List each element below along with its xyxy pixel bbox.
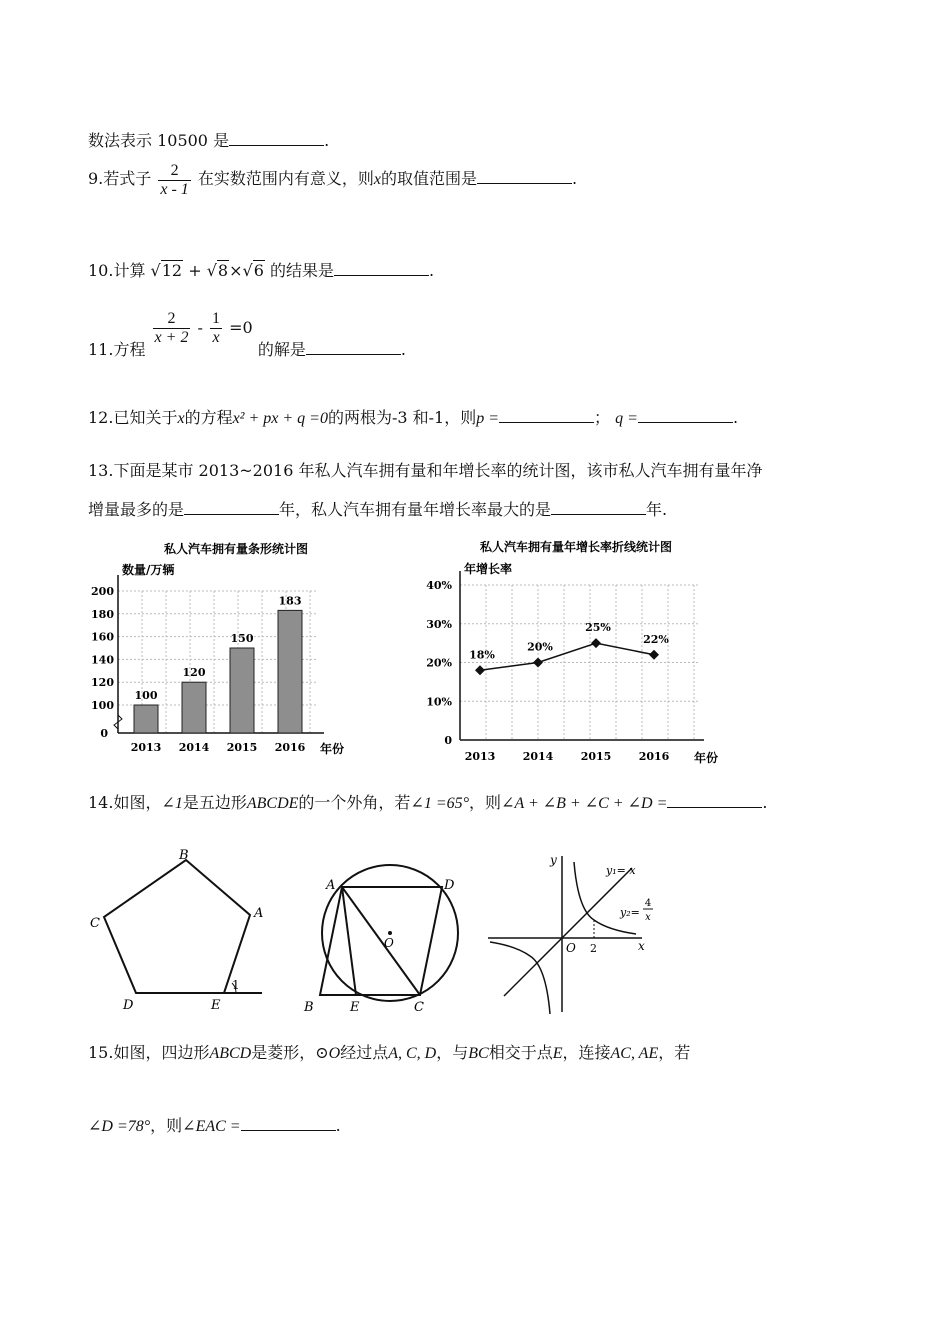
point-label: C	[414, 1000, 424, 1015]
curve-label: 4	[644, 898, 652, 909]
angle-label: 1	[232, 978, 240, 992]
q8-tail: 数法表示 10500 是 .	[88, 131, 330, 150]
x-tick-label: 2013	[464, 750, 496, 763]
y-tick-label: 200	[91, 585, 114, 598]
data-label: 183	[278, 594, 302, 608]
question-15-line2: ∠D =78°，则∠EAC = .	[88, 1116, 341, 1135]
data-point	[475, 665, 485, 675]
question-14: 14.如图，∠1是五边形ABCDE的一个外角，若∠1 =65°，则∠A + ∠B + ∠C + ∠D = .	[88, 793, 768, 812]
bar	[278, 610, 302, 733]
answer-blank	[241, 1116, 336, 1131]
x-tick-label: 2015	[226, 741, 258, 754]
point-label: D	[123, 998, 134, 1013]
y-tick-label: 20%	[426, 656, 452, 670]
y-tick-label: 0	[100, 727, 108, 740]
data-label: 18%	[469, 648, 495, 662]
question-13-line1: 13.下面是某市 2013~2016 年私人汽车拥有量和年增长率的统计图，该市私人汽车拥有量年净	[88, 461, 763, 480]
data-label: 100	[134, 689, 158, 702]
fraction: $\frac{1}{x}$	[212, 310, 221, 346]
bar	[134, 705, 158, 733]
axis-label: x	[638, 939, 645, 953]
x-tick-label: 2015	[580, 750, 612, 763]
y-tick-label: 10%	[426, 695, 452, 709]
answer-blank	[667, 793, 762, 808]
series-line	[480, 640, 654, 670]
point-label: B	[179, 848, 189, 863]
line-chart-xlabel: 年份	[694, 751, 719, 765]
point-label: E	[211, 998, 221, 1013]
line-y1	[504, 868, 632, 996]
fraction: $\frac{2}{x + 2}$	[154, 310, 189, 346]
answer-blank	[306, 340, 401, 355]
radical-expression: √12 + √8×√6	[150, 261, 264, 280]
data-label: 120	[182, 666, 206, 680]
question-13-line2: 增量最多的是 年，私人汽车拥有量年增长率最大的是 年.	[88, 500, 668, 519]
data-label: 150	[230, 632, 254, 645]
answer-blank	[477, 169, 572, 184]
data-point	[591, 638, 601, 648]
point-label: B	[304, 1000, 314, 1015]
axis-label: y	[550, 853, 557, 867]
question-10: 10.计算 √12 + √8×√6 的结果是 .	[88, 261, 435, 280]
question-15: 15.如图，四边形ABCD是菱形，⊙O经过点A, C, D，与BC相交于点E，连接AC, AE，若	[88, 1043, 691, 1062]
data-point	[533, 658, 543, 668]
center-point	[388, 931, 392, 935]
tick-label: 2	[590, 942, 597, 955]
point-label: A	[326, 878, 336, 893]
bar	[230, 648, 254, 733]
answer-blank	[499, 408, 594, 423]
bar	[182, 682, 206, 733]
x-tick-label: 2013	[130, 741, 162, 754]
curve-label: y₁= x	[606, 864, 636, 877]
curve-label: x	[645, 912, 651, 923]
point-label: O	[384, 936, 394, 950]
x-tick-label: 2016	[274, 741, 306, 754]
data-label: 22%	[643, 632, 669, 646]
point-label: D	[444, 878, 455, 893]
function-graph-figure	[486, 850, 656, 1015]
pentagon	[104, 860, 250, 993]
y-tick-label: 0	[444, 734, 452, 747]
y-tick-label: 120	[91, 676, 114, 690]
line-chart-ylabel: 年增长率	[464, 562, 513, 576]
answer-blank	[638, 408, 733, 423]
point-label: A	[254, 906, 264, 921]
line-chart-title: 私人汽车拥有量年增长率折线统计图	[479, 540, 673, 554]
point-label: C	[90, 916, 100, 931]
x-tick-label: 2014	[522, 750, 554, 763]
pentagon-figure	[86, 845, 266, 1015]
answer-blank	[551, 500, 646, 515]
answer-blank	[184, 500, 279, 515]
y-tick-label: 40%	[426, 579, 452, 592]
answer-blank	[229, 131, 324, 146]
data-label: 20%	[527, 640, 553, 654]
data-label: 25%	[585, 621, 611, 635]
fraction: $\frac{2}{x - 1}$	[160, 162, 189, 198]
line-chart	[416, 535, 726, 770]
curve-label: y₂=	[620, 906, 640, 919]
data-point	[649, 650, 659, 660]
y-tick-label: 180	[91, 607, 114, 621]
point-label: E	[350, 1000, 360, 1015]
circle-rhombus-figure	[298, 845, 468, 1015]
hyperbola-branch-2	[490, 942, 550, 1014]
y-tick-label: 140	[91, 653, 114, 667]
bar-chart-xlabel: 年份	[319, 742, 345, 756]
x-tick-label: 2014	[178, 741, 210, 754]
bar-chart-ylabel: 数量/万辆	[122, 563, 175, 577]
question-11: 11.方程 $\frac{2}{x + 2}$ - $\frac{1}{x}$ =0 的解是 .	[88, 310, 406, 359]
question-9: 9.若式子 $\frac{2}{x - 1}$ 在实数范围内有意义，则x的取值范围是 .	[88, 162, 578, 198]
x-tick-label: 2016	[638, 750, 670, 763]
y-tick-label: 100	[91, 699, 114, 712]
question-12: 12.已知关于x的方程x² + px + q =0的两根为-3 和-1，则p = ； q = .	[88, 408, 739, 427]
answer-blank	[334, 261, 429, 276]
bar-chart-title: 私人汽车拥有量条形统计图	[163, 542, 309, 556]
origin-label: O	[566, 941, 576, 955]
y-tick-label: 160	[91, 630, 114, 644]
y-tick-label: 30%	[426, 617, 452, 631]
bar-chart	[86, 535, 346, 770]
